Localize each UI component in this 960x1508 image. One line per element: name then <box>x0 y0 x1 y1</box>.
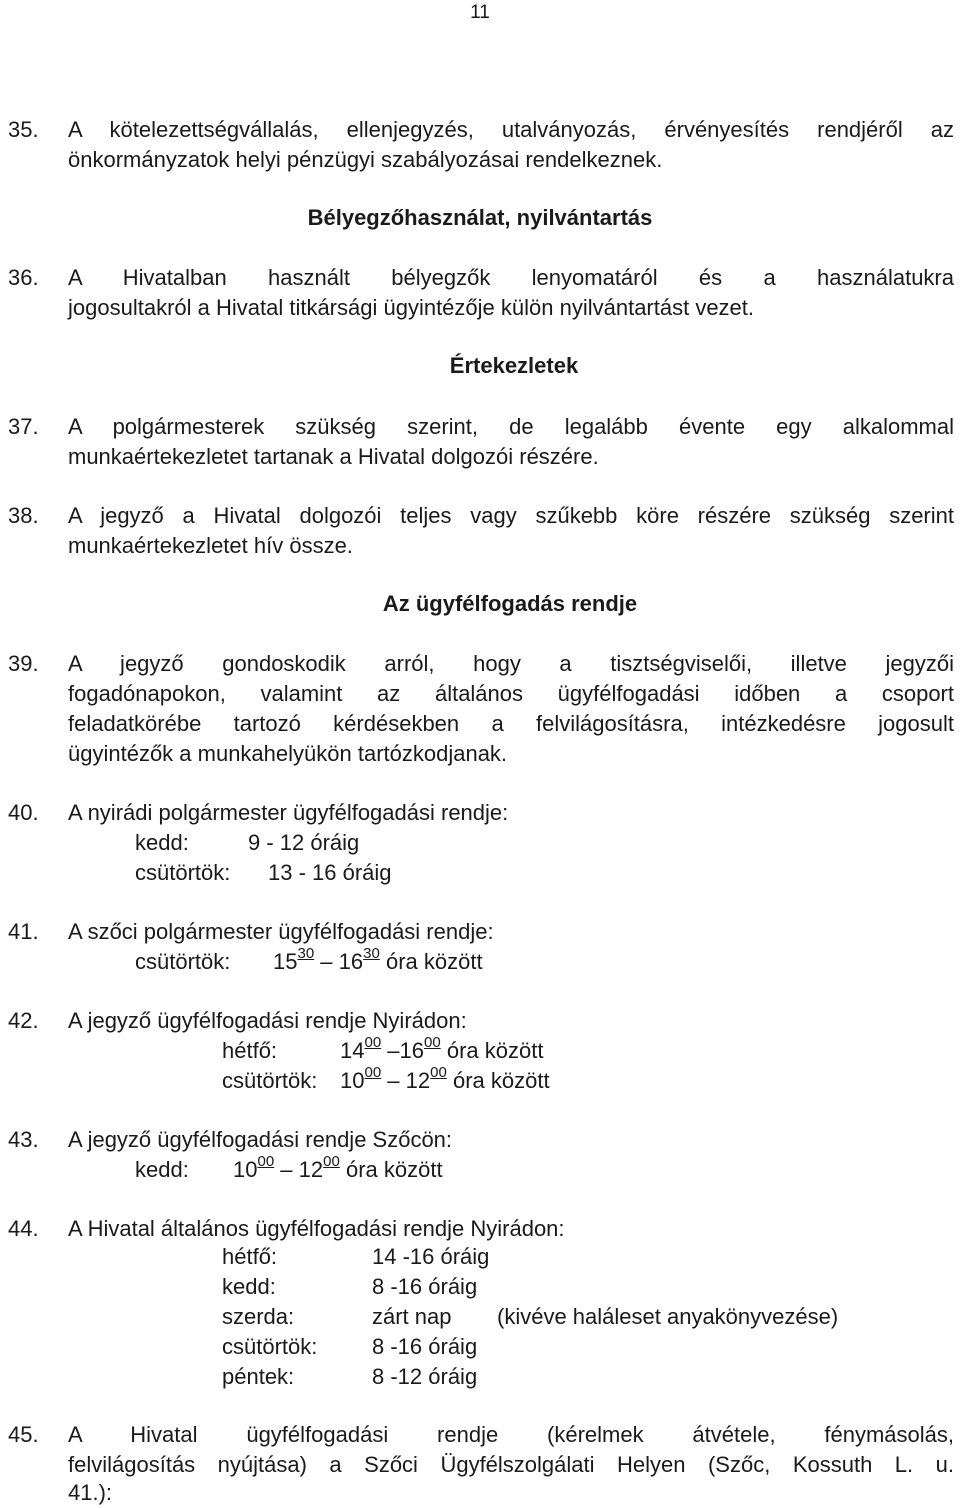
item-42-tail-1: óra között <box>446 1038 544 1063</box>
item-42-start-hour-2: 10 <box>340 1068 365 1093</box>
item-38-text <box>68 501 954 531</box>
item-41-time-range <box>273 947 483 980</box>
item-42-end-hour-2: 12 <box>405 1068 431 1093</box>
page-number: 11 <box>470 2 490 23</box>
item-35-number: 35. <box>8 117 39 142</box>
heading-client-reception: Az ügyfélfogadás rendje <box>382 591 638 616</box>
schedule-time: 14 -16 óráig <box>372 1244 490 1269</box>
schedule-day: szerda: <box>222 1304 295 1329</box>
item-39-wrap-3 <box>68 709 954 739</box>
item-43-number: 43. <box>8 1127 39 1152</box>
item-37-line-2: munkaértekezletet tartanak a Hivatal dolgozói részére. <box>68 444 599 469</box>
item-41-start-minute: 30 <box>297 945 315 962</box>
item-43-time-range <box>233 1155 443 1188</box>
item-41-start-hour: 15 <box>273 949 298 974</box>
item-45-number: 45. <box>8 1422 39 1447</box>
item-42-start-hour-1: 14 <box>340 1038 365 1063</box>
item-39-line-1: A jegyző gondoskodik arról, hogy a tisztségviselői, illetve jegyzői <box>68 651 954 676</box>
item-43-end-minute: 00 <box>323 1153 340 1170</box>
item-43-dash: – <box>280 1157 293 1182</box>
item-42-day-1: hétfő: <box>222 1038 278 1063</box>
schedule-time: 8 -16 óráig <box>372 1334 478 1359</box>
item-36-text <box>68 263 954 293</box>
schedule-day: csütörtök: <box>222 1334 318 1359</box>
item-45-line-1: A Hivatal ügyfélfogadási rendje (kérelmek átvétele, fénymásolás, <box>68 1422 954 1447</box>
item-41-end-hour: 16 <box>338 949 364 974</box>
item-39-text <box>68 649 954 679</box>
item-43-start-hour: 10 <box>233 1157 258 1182</box>
item-42-number: 42. <box>8 1008 39 1033</box>
item-44-text: A Hivatal általános ügyfélfogadási rendje Nyirádon: <box>68 1216 565 1241</box>
item-37-text <box>68 412 954 442</box>
item-38-line-2: munkaértekezletet hív össze. <box>68 533 353 558</box>
schedule-note: (kivéve haláleset anyakönyvezése) <box>497 1304 839 1329</box>
item-43-day-1: kedd: <box>135 1157 189 1182</box>
item-42-end-hour-1: 16 <box>399 1038 425 1063</box>
item-44-number: 44. <box>8 1216 39 1241</box>
heading-meetings: Értekezletek <box>449 353 579 378</box>
schedule-time: zárt nap <box>372 1304 452 1329</box>
item-39-wrap-2 <box>68 679 954 709</box>
item-43-end-hour: 12 <box>298 1157 324 1182</box>
schedule-day: kedd: <box>222 1274 276 1299</box>
item-43-text: A jegyző ügyfélfogadási rendje Szőcön: <box>68 1127 453 1152</box>
item-39-number: 39. <box>8 651 39 676</box>
item-42-end-minute-1: 00 <box>424 1034 441 1051</box>
item-40-time-2: 13 - 16 óráig <box>268 860 392 885</box>
item-39-line-4: ügyintézők a munkahelyükön tartózkodjanak. <box>68 741 508 766</box>
item-37-line-1: A polgármesterek szükség szerint, de legalább évente egy alkalommal <box>68 414 954 439</box>
item-41-dash: – <box>320 949 333 974</box>
item-41-day-1: csütörtök: <box>135 949 231 974</box>
item-42-dash-1: – <box>387 1038 400 1063</box>
heading-stamps: Bélyegzőhasználat, nyilvántartás <box>307 205 653 230</box>
item-40-text: A nyirádi polgármester ügyfélfogadási rendje: <box>68 800 509 825</box>
item-38-number: 38. <box>8 503 39 528</box>
item-45-wrap-2 <box>68 1450 954 1480</box>
item-41-number: 41. <box>8 919 39 944</box>
item-39-line-2: fogadónapokon, valamint az általános ügyfélfogadási időben a csoport <box>68 681 954 706</box>
item-42-tail-2: óra között <box>452 1068 550 1093</box>
item-42-end-minute-2: 00 <box>430 1064 447 1081</box>
item-45-line-3: 41.): <box>68 1480 113 1505</box>
item-35-line-2: önkormányzatok helyi pénzügyi szabályozásai rendelkeznek. <box>68 147 663 172</box>
schedule-time: 8 -16 óráig <box>372 1274 478 1299</box>
schedule-day: péntek: <box>222 1364 295 1389</box>
item-40-number: 40. <box>8 800 39 825</box>
item-42-start-minute-1: 00 <box>364 1034 382 1051</box>
item-42-text: A jegyző ügyfélfogadási rendje Nyirádon: <box>68 1008 467 1033</box>
item-36-line-1: A Hivatalban használt bélyegzők lenyomatáról és a használatukra <box>68 265 954 290</box>
item-36-line-2: jogosultakról a Hivatal titkársági ügyintézője külön nyilvántartást vezet. <box>68 295 755 320</box>
item-42-time-range-2 <box>340 1066 550 1099</box>
item-39-line-3: feladatkörébe tartozó kérdésekben a felvilágosításra, intézkedésre jogosult <box>68 711 954 736</box>
item-38-line-1: A jegyző a Hivatal dolgozói teljes vagy szűkebb köre részére szükség szerint <box>68 503 954 528</box>
item-43-start-minute: 00 <box>257 1153 275 1170</box>
item-35-line-1: A kötelezettségvállalás, ellenjegyzés, utalványozás, érvényesítés rendjéről az <box>68 117 954 142</box>
item-41-text: A szőci polgármester ügyfélfogadási rendje: <box>68 919 494 944</box>
item-35-text <box>68 115 954 145</box>
item-45-text <box>68 1420 954 1450</box>
item-40-day-2: csütörtök: <box>135 860 231 885</box>
item-42-day-2: csütörtök: <box>222 1068 318 1093</box>
item-41-end-minute: 30 <box>363 945 380 962</box>
item-42-dash-2: – <box>387 1068 400 1093</box>
item-43-tail: óra között <box>345 1157 443 1182</box>
item-36-number: 36. <box>8 265 39 290</box>
item-37-number: 37. <box>8 414 39 439</box>
schedule-time: 8 -12 óráig <box>372 1364 478 1389</box>
item-42-start-minute-2: 00 <box>364 1064 382 1081</box>
schedule-day: hétfő: <box>222 1244 278 1269</box>
item-41-tail: óra között <box>385 949 483 974</box>
item-45-line-2: felvilágosítás nyújtása) a Szőci Ügyfélszolgálati Helyen (Szőc, Kossuth L. u. <box>68 1452 954 1477</box>
item-40-time-1: 9 - 12 óráig <box>248 830 360 855</box>
item-40-day-1: kedd: <box>135 830 189 855</box>
